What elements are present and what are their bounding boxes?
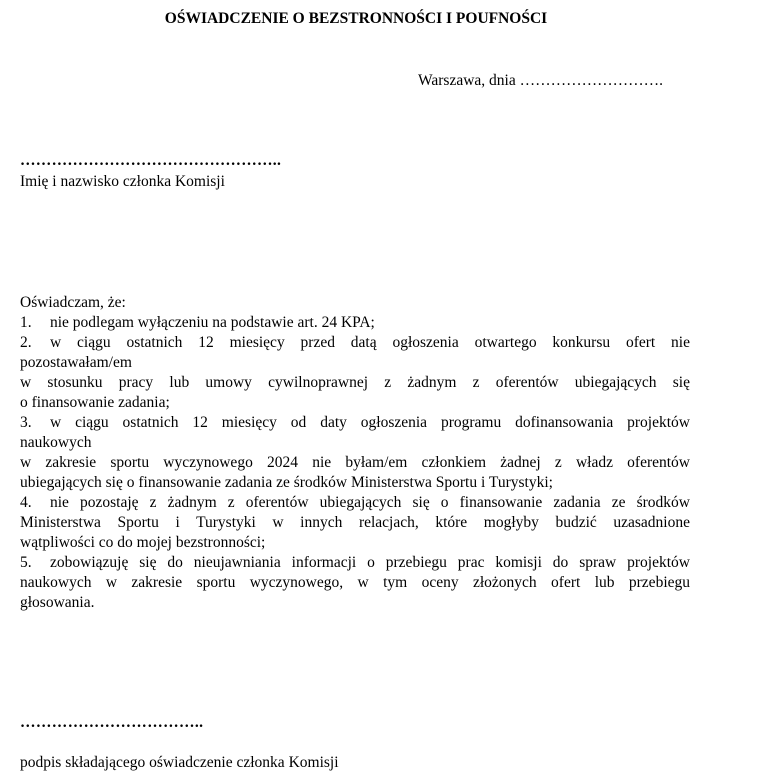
list-item-4 bbox=[20, 493, 690, 513]
list-item-text: w zakresie sportu wyczynowego 2024 nie byłam/em członkiem żadnej z władz oferentów bbox=[20, 454, 690, 471]
list-item-number: 1. bbox=[20, 314, 32, 331]
list-item-text: w ciągu ostatnich 12 miesięcy od daty ogłoszenia programu dofinansowania projektów bbox=[50, 414, 690, 431]
list-item-1 bbox=[20, 313, 690, 333]
list-item-text: nie podlegam wyłączeniu na podstawie art. 24 KPA; bbox=[50, 314, 375, 331]
list-item-number: 5. bbox=[20, 554, 32, 571]
list-item-text: o finansowanie zadania; bbox=[20, 394, 170, 411]
list-item-number: 3. bbox=[20, 414, 32, 431]
list-item-text: wątpliwości co do mojej bezstronności; bbox=[20, 534, 266, 551]
list-item-text: ubiegających się o finansowanie zadania ze środków Ministerstwa Sportu i Turystyki; bbox=[20, 474, 553, 491]
list-item-text: w ciągu ostatnich 12 miesięcy przed datą ogłoszenia otwartego konkursu ofert nie bbox=[50, 334, 690, 351]
signature-label: podpis składającego oświadczenie członka Komisji bbox=[20, 754, 339, 771]
list-item-text: pozostawałam/em bbox=[20, 354, 132, 371]
list-item-number: 4. bbox=[20, 494, 32, 511]
list-item-text: nie pozostaję z żadnym z oferentów ubiegających się o finansowanie zadania ze środków bbox=[50, 494, 690, 511]
list-item-5 bbox=[20, 553, 690, 573]
declaration-intro: Oświadczam, że: bbox=[20, 294, 126, 311]
list-item-text: naukowych bbox=[20, 434, 92, 451]
list-item-text: Ministerstwa Sportu i Turystyki w innych relacjach, które mogłyby budzić uzasadnione bbox=[20, 514, 690, 531]
list-item-number: 2. bbox=[20, 334, 32, 351]
list-item-2 bbox=[20, 333, 690, 353]
name-dotted-line: ………………………………………….. bbox=[20, 152, 282, 169]
declaration-body bbox=[20, 293, 690, 613]
list-item-text: naukowych w zakresie sportu wyczynowego, w tym oceny złożonych ofert lub przebiegu bbox=[20, 574, 690, 591]
name-label: Imię i nazwisko członka Komisji bbox=[20, 173, 225, 190]
list-item-text: zobowiązuję się do nieujawniania informacji o przebiegu prac komisji do spraw projektów bbox=[50, 554, 690, 571]
document-title: OŚWIADCZENIE O BEZSTRONNOŚCI I POUFNOŚCI bbox=[164, 10, 548, 27]
place-date-line: Warszawa, dnia ………………………. bbox=[418, 72, 663, 89]
list-item-text: w stosunku pracy lub umowy cywilnoprawnej z żadnym z oferentów ubiegających się bbox=[20, 374, 690, 391]
signature-dotted-line: …………………………….. bbox=[20, 714, 204, 731]
list-item-3 bbox=[20, 413, 690, 433]
list-item-text: głosowania. bbox=[20, 594, 95, 611]
